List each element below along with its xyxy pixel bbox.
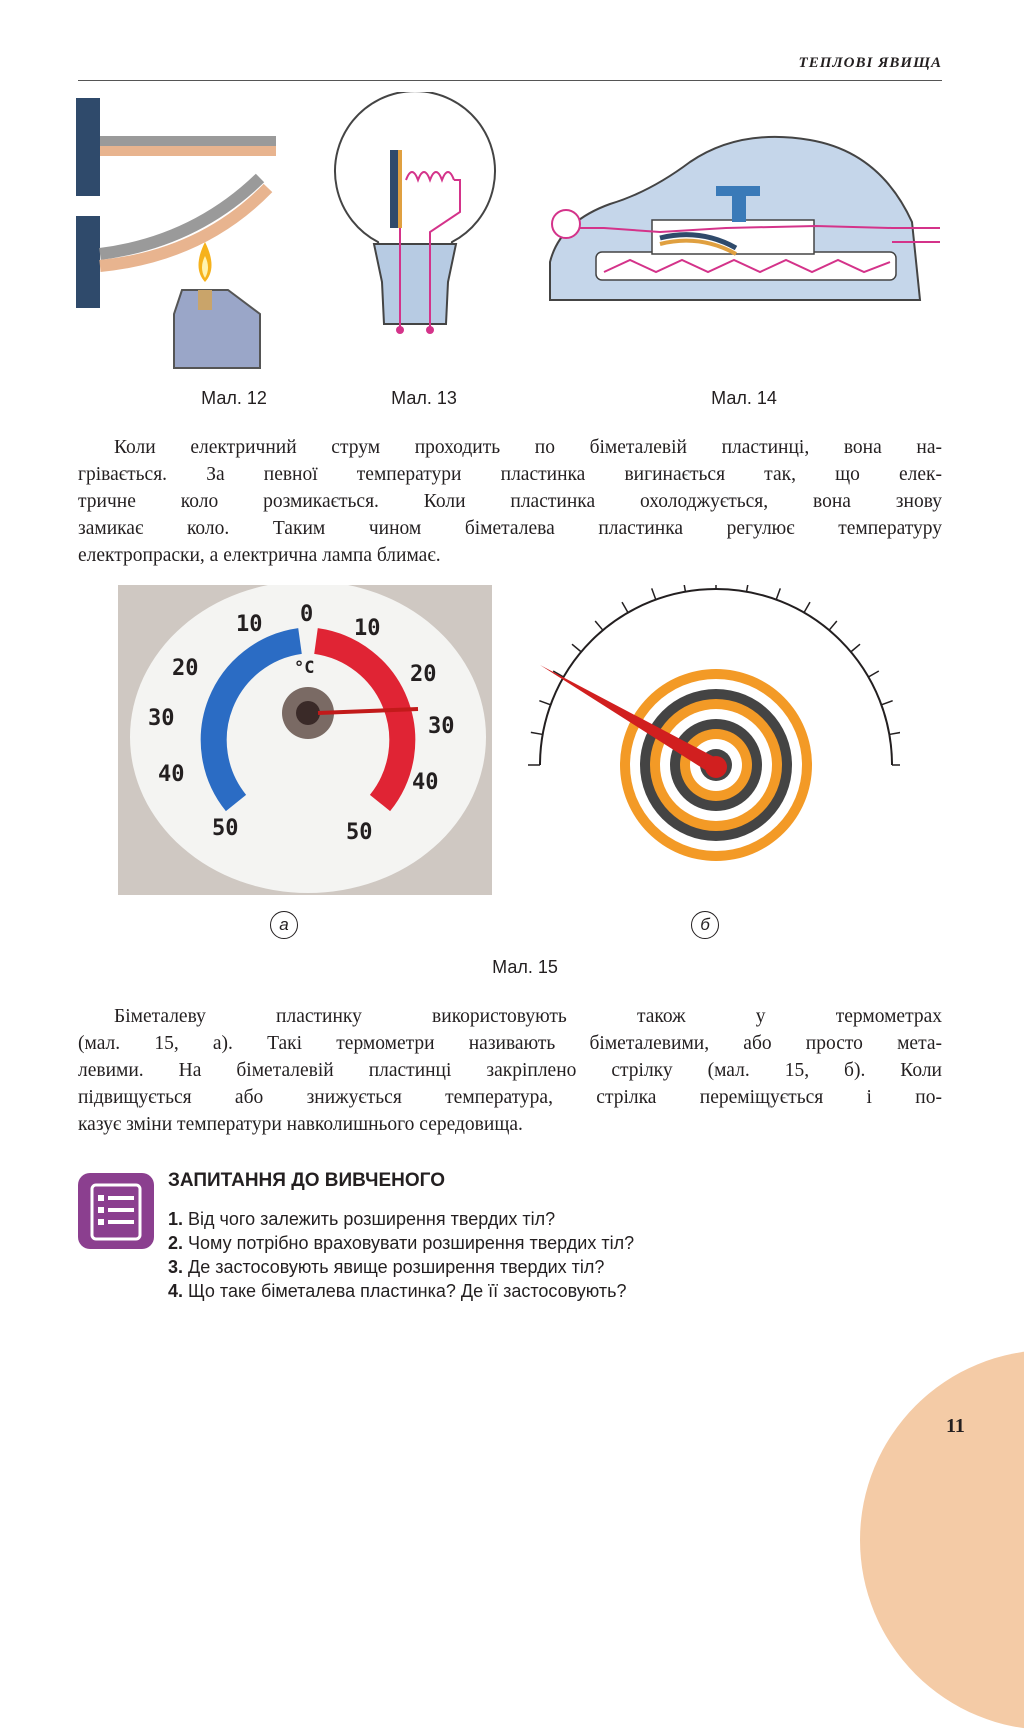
question-item [168, 1255, 634, 1279]
dial-zero-label: 0 [300, 602, 314, 627]
question-number: 3. [168, 1257, 184, 1277]
scale-tick [652, 588, 656, 599]
question-text: Де застосовують явище розширення твердих тіл? [188, 1257, 605, 1277]
fig15-label-a: а [270, 911, 298, 939]
fig12-caption: Мал. 12 [201, 388, 267, 408]
question-text: Що таке біметалева пластинка? Де її застосовують? [188, 1281, 627, 1301]
dial-unit-label: °C [294, 658, 315, 678]
page-number: 11 [946, 1415, 965, 1437]
running-header [78, 52, 942, 81]
questions-title: ЗАПИТАННЯ ДО ВИВЧЕНОГО [168, 1170, 445, 1191]
scale-tick [572, 644, 581, 652]
fig15-label-b: б [691, 911, 719, 939]
question-number: 2. [168, 1233, 184, 1253]
dial-label-right: 20 [410, 662, 437, 687]
text-line: підвищується або знижується температура, стрілка переміщується і по- [78, 1087, 942, 1108]
scale-tick [868, 671, 878, 677]
question-item [168, 1279, 634, 1303]
dial-label-left: 40 [158, 762, 185, 787]
figure-14 [540, 132, 950, 312]
dial-label-left: 30 [148, 706, 175, 731]
dial-label-right: 10 [354, 616, 381, 641]
questions-list [168, 1207, 634, 1303]
scale-tick [889, 732, 900, 734]
text-line: левими. На біметалевій пластинці закріплено стрілку (мал. 15, б). Коли [78, 1060, 942, 1081]
scale-tick [851, 644, 860, 652]
list-icon [78, 1173, 154, 1249]
fig13-caption: Мал. 13 [391, 388, 457, 408]
text-line: Коли електричний струм проходить по біметалевій пластинці, вона на- [114, 437, 942, 458]
scale-tick [829, 621, 837, 630]
question-number: 4. [168, 1281, 184, 1301]
scale-tick [804, 602, 810, 612]
question-text: Чому потрібно враховувати розширення твердих тіл? [188, 1233, 635, 1253]
dial-label-left: 50 [212, 816, 239, 841]
figure-12 [74, 92, 284, 374]
scale-tick [539, 701, 550, 705]
text-line: казує зміни температури навколишнього середовища. [78, 1114, 523, 1135]
figure-15a-thermometer-photo [118, 585, 492, 895]
question-text: Від чого залежить розширення твердих тіл? [188, 1209, 556, 1229]
scale-tick [622, 602, 628, 612]
scale-tick [881, 701, 892, 705]
text-line: замикає коло. Таким чином біметалева пластинка регулює температуру [78, 518, 942, 539]
text-line: тричне коло розмикається. Коли пластинка охолоджується, вона знову [78, 491, 942, 512]
dial-label-right: 30 [428, 714, 455, 739]
dial-label-right: 40 [412, 770, 439, 795]
dial-label-right: 50 [346, 820, 373, 845]
text-line: (мал. 15, а). Такі термометри називають біметалевими, або просто мета- [78, 1033, 942, 1054]
paragraph-2 [78, 1003, 942, 1138]
scale-tick [531, 732, 543, 734]
figure-13 [330, 92, 500, 338]
paragraph-1 [78, 434, 942, 569]
scale-tick [595, 621, 603, 630]
dial-label-left: 10 [236, 612, 263, 637]
figure-15b-spiral-gauge [520, 585, 900, 885]
corner-decoration [860, 1350, 1024, 1730]
text-line: грівається. За певної температури пластинка вигинається так, що елек- [78, 464, 942, 485]
text-line: електропраски, а електрична лампа блимає. [78, 545, 441, 566]
question-number: 1. [168, 1209, 184, 1229]
question-item [168, 1207, 634, 1231]
question-item [168, 1231, 634, 1255]
scale-tick [683, 585, 685, 592]
fig15-caption: Мал. 15 [492, 957, 558, 977]
dial-label-left: 20 [172, 656, 199, 681]
section-title: ТЕПЛОВІ ЯВИЩА [798, 55, 942, 71]
scale-tick [747, 585, 749, 592]
scale-tick [776, 588, 780, 599]
text-line: Біметалеву пластинку використовують також у термометрах [114, 1006, 942, 1027]
fig14-caption: Мал. 14 [711, 388, 777, 408]
